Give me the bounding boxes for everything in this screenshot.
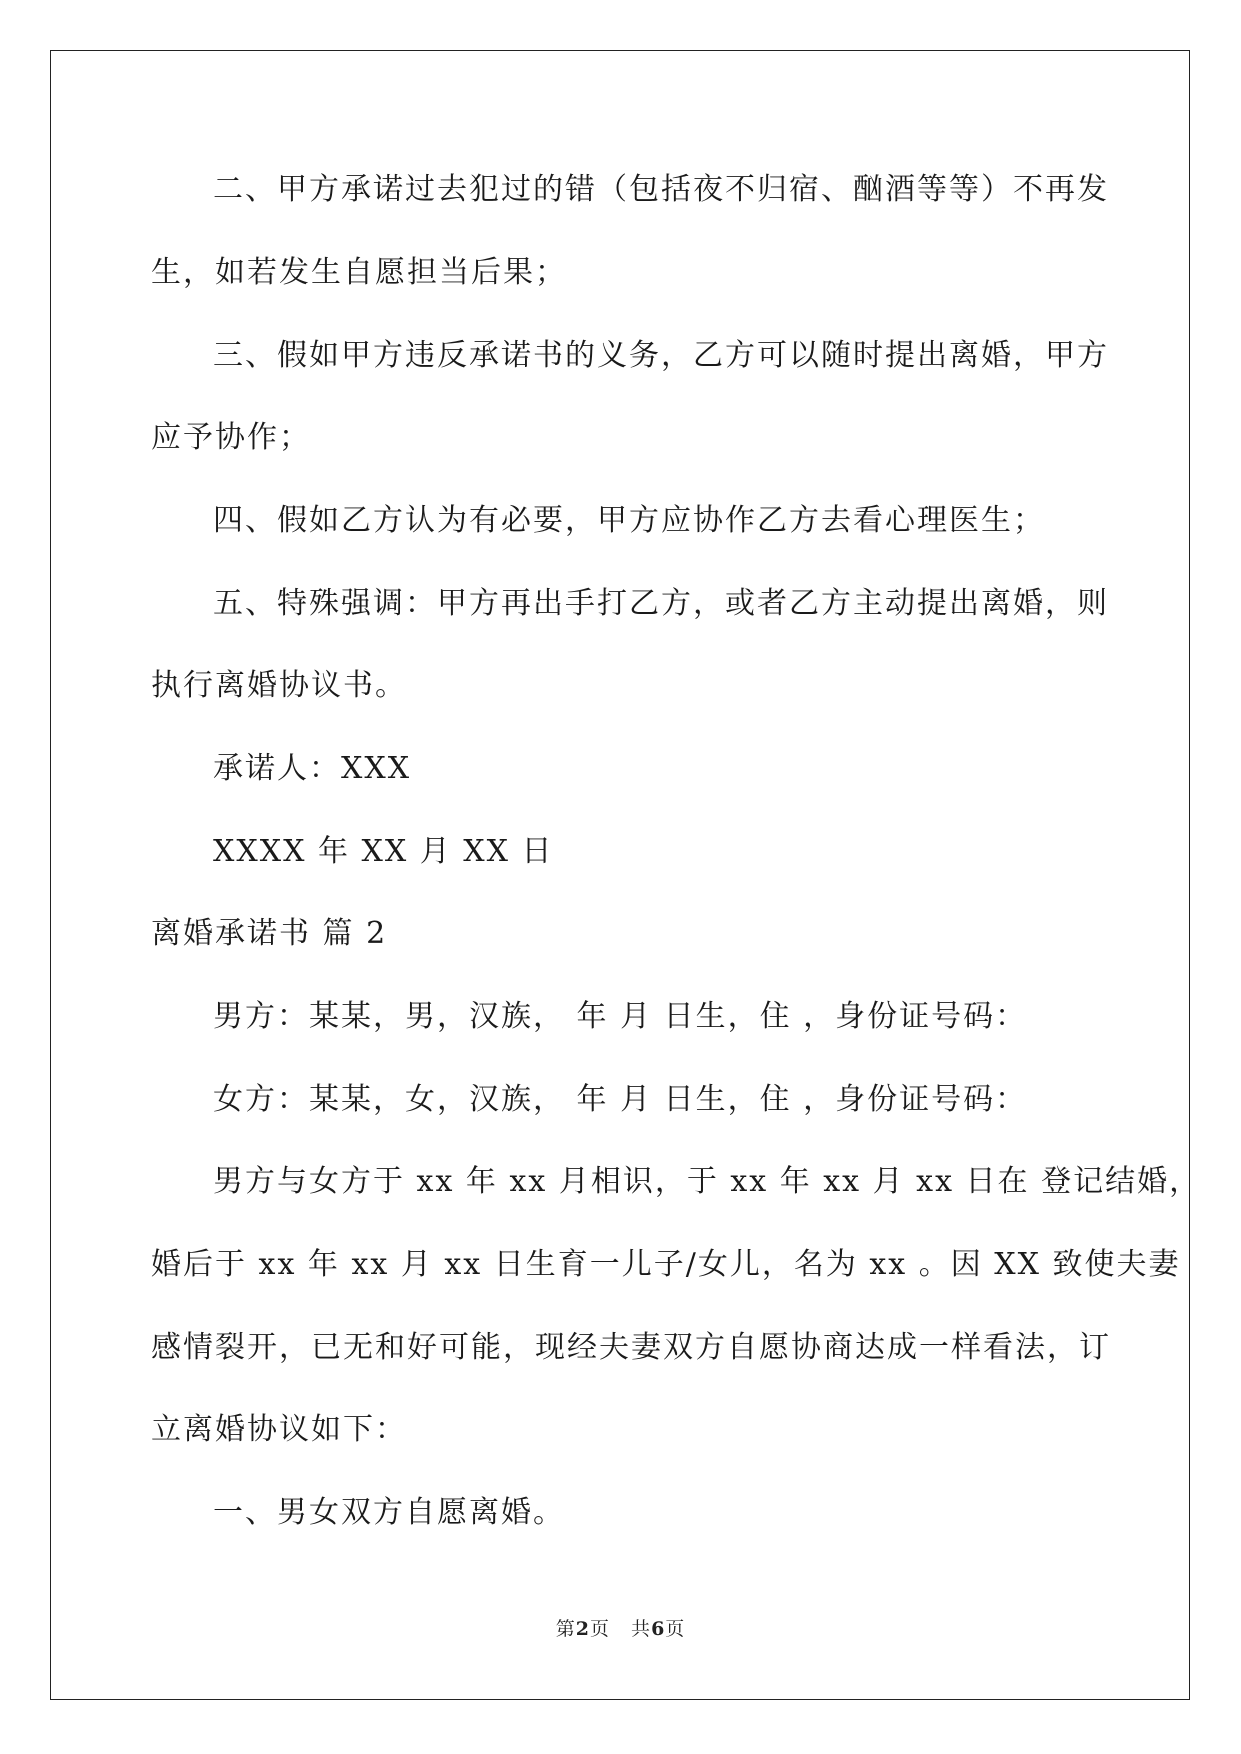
promisor-line: 承诺人：XXX xyxy=(213,751,412,786)
clause-3-line-2: 应予协作； xyxy=(151,420,311,455)
clause-5-line-2: 执行离婚协议书。 xyxy=(151,668,407,703)
male-party-line: 男方：某某，男，汉族， 年 月 日生，住 ，身份证号码： xyxy=(213,999,1028,1034)
clause-3-line-1: 三、假如甲方违反承诺书的义务，乙方可以随时提出离婚，甲方 xyxy=(213,338,1109,373)
paragraph-line-1: 男方与女方于 xx 年 xx 月相识，于 xx 年 xx 月 xx 日在 登记结婚， xyxy=(213,1164,1202,1199)
footer-prefix: 第 xyxy=(555,1618,576,1640)
paragraph-line-3: 感情裂开，已无和好可能，现经夫妻双方自愿协商达成一样看法，订 xyxy=(151,1330,1111,1365)
clause-5-line-1: 五、特殊强调：甲方再出手打乙方，或者乙方主动提出离婚，则 xyxy=(213,586,1109,621)
footer-total-pages: 6 xyxy=(651,1618,666,1640)
clause-2-line-1: 二、甲方承诺过去犯过的错（包括夜不归宿、酗酒等等）不再发 xyxy=(213,172,1109,207)
clause-4-line: 四、假如乙方认为有必要，甲方应协作乙方去看心理医生； xyxy=(213,503,1045,538)
clause-1-line: 一、男女双方自愿离婚。 xyxy=(213,1495,565,1530)
clause-2-line-2: 生，如若发生自愿担当后果； xyxy=(151,255,567,290)
date-line: XXXX 年 XX 月 XX 日 xyxy=(213,834,554,869)
footer-current-page: 2 xyxy=(575,1618,590,1640)
footer-suffix: 页 xyxy=(665,1618,686,1640)
section-title: 离婚承诺书 篇 2 xyxy=(151,916,388,951)
paragraph-line-4: 立离婚协议如下： xyxy=(151,1412,407,1447)
female-party-line: 女方：某某，女，汉族， 年 月 日生，住 ，身份证号码： xyxy=(213,1082,1028,1117)
page-border xyxy=(50,50,1190,1700)
footer-mid: 页 共 xyxy=(589,1618,652,1640)
page-footer xyxy=(0,1617,1241,1641)
paragraph-line-2: 婚后于 xx 年 xx 月 xx 日生育一儿子/女儿，名为 xx 。因 XX 致使夫妻 xyxy=(151,1247,1181,1282)
